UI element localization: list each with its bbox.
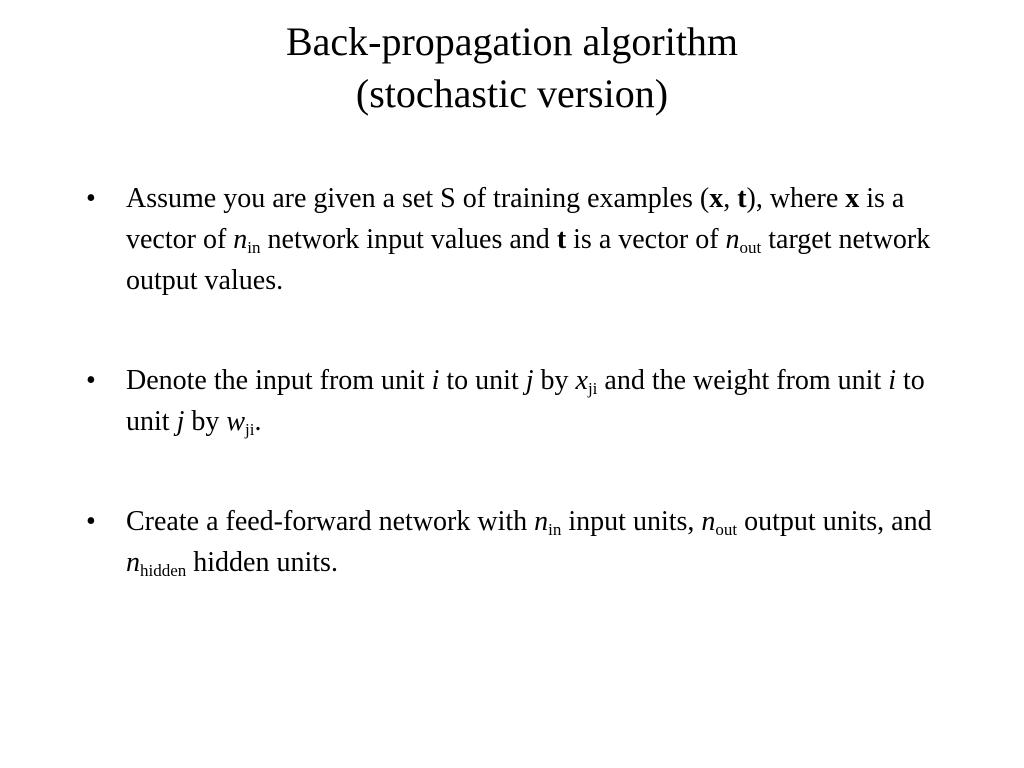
bullet-text: Denote the input from unit i to unit j by $x_{ji}$ and the weight from unit i to unit j by $w_{ji}$. xyxy=(126,365,925,439)
title-line-2: (stochastic version) xyxy=(355,71,669,116)
bullet-icon: • xyxy=(86,365,96,396)
bullet-text: Create a feed-forward network with $n_{in}$ input units, $n_{out}$ output units, and $n_{hidden}$ hidden units. xyxy=(126,506,932,580)
bullet-item-1 xyxy=(86,178,936,301)
bullet-icon: • xyxy=(86,183,96,214)
bullet-text: Assume you are given a set S of training examples (x, t), where x is a vector of $n_{in}$ network input values and t is a vector of $n_{out}$ target network output values. xyxy=(126,183,931,296)
title-line-1: Back-propagation algorithm xyxy=(285,19,739,64)
bullet-item-3 xyxy=(86,501,936,583)
slide-title xyxy=(0,16,1024,120)
bullet-item-2 xyxy=(86,360,936,442)
bullet-icon: • xyxy=(86,506,96,537)
bullet-list xyxy=(86,178,936,642)
